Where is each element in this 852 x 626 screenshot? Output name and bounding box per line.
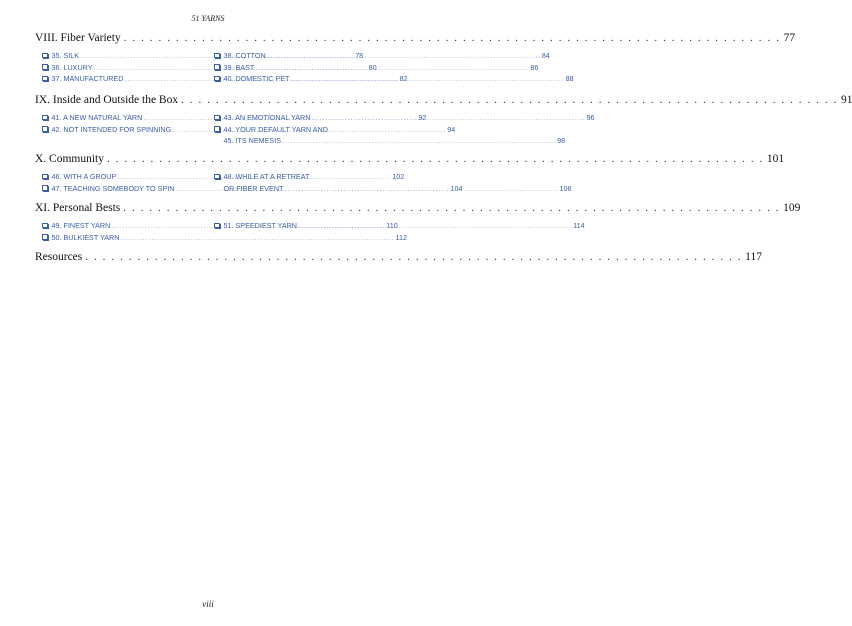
toc-section xyxy=(35,93,852,147)
toc-entry-page: 110 xyxy=(386,221,398,230)
toc-entry-text xyxy=(224,220,585,232)
entry-columns xyxy=(42,50,574,85)
toc-section xyxy=(35,152,785,194)
toc-entry-page: 96 xyxy=(586,113,595,122)
checkbox-icon[interactable] xyxy=(42,234,48,240)
toc-entry-label: 50. BULKIEST YARN xyxy=(51,232,120,242)
toc-entry-line xyxy=(224,50,550,62)
checkbox-icon[interactable] xyxy=(42,115,48,121)
toc-entry-label: OR FIBER EVENT xyxy=(223,183,284,193)
dot-leader xyxy=(123,201,780,215)
running-head: 51 YARNS xyxy=(191,14,225,23)
toc-entry-label: 41. A NEW NATURAL YARN xyxy=(51,113,143,122)
toc-entry-label: 40. DOMESTIC PET xyxy=(223,74,290,83)
toc-entry-page: 84 xyxy=(541,51,550,60)
toc-entry-label: 42. NOT INTENDED FOR SPINNING xyxy=(51,124,172,134)
toc-entry-page: 88 xyxy=(565,74,574,83)
dot-leader xyxy=(124,31,781,45)
toc-entry-page: 86 xyxy=(530,62,539,72)
dot-leader xyxy=(284,183,558,195)
toc-entry-label: 44. YOUR DEFAULT YARN AND xyxy=(223,124,328,134)
toc-entry-page: 92 xyxy=(418,113,427,122)
toc-entry-page: 104 xyxy=(450,183,463,193)
checkbox-icon[interactable] xyxy=(42,53,48,59)
toc-entry-line xyxy=(224,62,539,74)
toc-section xyxy=(35,31,796,85)
toc-section xyxy=(35,250,762,264)
toc-entry-page: 94 xyxy=(447,124,456,134)
entry-columns xyxy=(42,220,585,243)
toc-entry-text xyxy=(224,171,572,194)
section-page: 91 xyxy=(840,94,852,106)
section-page: 101 xyxy=(766,153,785,165)
toc-entry-label: 45. ITS NEMESIS xyxy=(223,136,282,145)
toc-entry-line xyxy=(224,171,572,183)
toc-entry-text xyxy=(224,73,574,85)
toc-entry-label: 38. COTTON xyxy=(223,51,266,60)
checkbox-icon[interactable] xyxy=(214,64,220,70)
toc-entry-label: 48. WHILE AT A RETREAT xyxy=(223,172,310,181)
dot-leader xyxy=(255,62,529,74)
section-heading[interactable] xyxy=(35,201,801,215)
toc-entry-label: 36. LUXURY xyxy=(51,62,93,72)
toc-entry-line xyxy=(224,112,595,124)
toc-entry-label: 49. FINEST YARN xyxy=(51,221,111,230)
checkbox-icon[interactable] xyxy=(214,115,220,121)
section-heading[interactable] xyxy=(35,152,785,166)
toc-entry-line xyxy=(224,73,574,85)
toc-entry-label: 46. WITH A GROUP xyxy=(51,172,117,181)
toc-entry[interactable] xyxy=(42,232,407,244)
checkbox-icon[interactable] xyxy=(42,223,48,229)
toc-entry-text xyxy=(224,124,566,147)
checkbox-icon[interactable] xyxy=(42,64,48,70)
toc-entry-page: 102 xyxy=(392,172,405,181)
dot-leader xyxy=(107,152,764,166)
toc-entry-label: 47. TEACHING SOMEBODY TO SPIN xyxy=(51,183,175,193)
checkbox-icon[interactable] xyxy=(214,126,220,132)
section-heading[interactable] xyxy=(35,93,852,107)
toc-entry[interactable] xyxy=(214,50,550,62)
toc-entry-line xyxy=(224,183,572,195)
section-title: XI. Personal Bests xyxy=(35,202,121,214)
section-title: Resources xyxy=(35,251,83,263)
section-page: 109 xyxy=(783,202,801,214)
toc-entry-page: 80 xyxy=(368,62,377,72)
checkbox-icon[interactable] xyxy=(42,174,48,180)
toc-section xyxy=(35,201,801,243)
section-heading[interactable] xyxy=(35,250,762,264)
toc-entry-label: 51. SPEEDIEST YARN xyxy=(223,221,298,230)
checkbox-icon[interactable] xyxy=(214,223,220,229)
dot-leader xyxy=(181,93,838,107)
dot-leader xyxy=(267,50,541,62)
toc-entry-text xyxy=(224,112,595,124)
section-page: 77 xyxy=(783,32,796,44)
toc-entry-text xyxy=(224,50,550,62)
checkbox-icon[interactable] xyxy=(42,185,48,191)
toc-entry-page: 98 xyxy=(557,136,566,145)
checkbox-icon[interactable] xyxy=(42,76,48,82)
entry-columns xyxy=(42,112,595,147)
toc-entry-label: 35. SILK xyxy=(51,51,80,60)
toc-entry-line xyxy=(224,124,566,136)
section-title: VIII. Fiber Variety xyxy=(35,32,121,44)
section-title: IX. Inside and Outside the Box xyxy=(35,94,179,106)
toc-entry-page: 106 xyxy=(559,183,572,193)
toc-entry-page: 112 xyxy=(395,232,407,242)
toc-entry-page: 78 xyxy=(355,51,364,60)
toc-entry-text xyxy=(224,62,539,74)
page-number: viii xyxy=(202,599,214,609)
entry-columns xyxy=(42,171,572,194)
toc-entry[interactable] xyxy=(214,62,539,74)
toc-entry-page: 114 xyxy=(573,221,585,230)
toc-entry-label: 43. AN EMOTIONAL YARN xyxy=(223,113,311,122)
toc-entry-line xyxy=(224,135,566,147)
checkbox-icon[interactable] xyxy=(214,174,220,180)
toc-entry-line xyxy=(224,220,585,232)
dot-leader xyxy=(298,220,572,232)
checkbox-icon[interactable] xyxy=(214,76,220,82)
dot-leader xyxy=(290,73,564,85)
toc-entry-label: 37. MANUFACTURED xyxy=(51,74,124,83)
section-title: X. Community xyxy=(35,153,105,165)
toc-entry-page: 82 xyxy=(399,74,408,83)
section-page: 117 xyxy=(745,251,762,263)
dot-leader xyxy=(282,135,556,147)
dot-leader xyxy=(85,250,742,264)
toc-entry-label: 39. BAST xyxy=(223,62,255,72)
checkbox-icon[interactable] xyxy=(42,126,48,132)
section-heading[interactable] xyxy=(35,31,796,45)
dot-leader xyxy=(311,112,585,124)
checkbox-icon[interactable] xyxy=(214,53,220,59)
